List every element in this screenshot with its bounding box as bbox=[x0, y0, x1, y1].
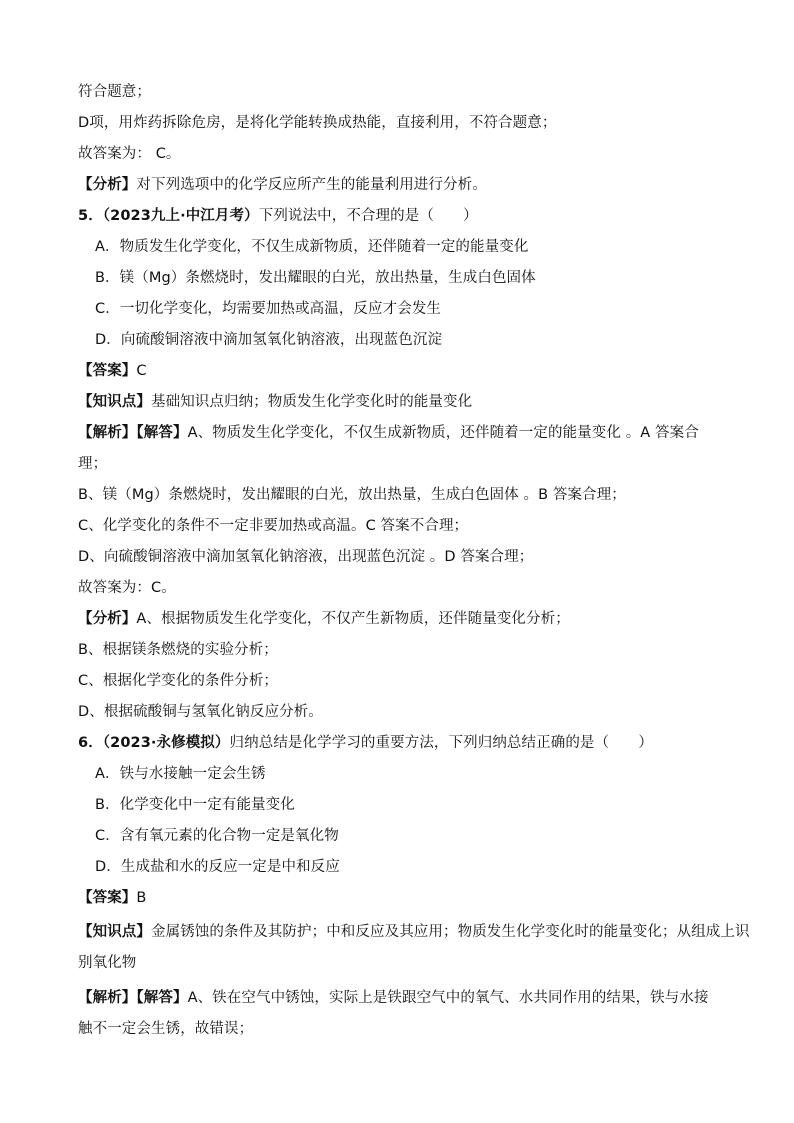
text-line: 别氧化物 bbox=[78, 955, 137, 971]
question-5-option-b: B．镁（Mg）条燃烧时，发出耀眼的白光，放出热量，生成白色固体 bbox=[95, 270, 536, 286]
text-line: C、根据化学变化的条件分析； bbox=[78, 673, 279, 689]
question-6-option-c: C．含有氧元素的化合物一定是氧化物 bbox=[95, 828, 339, 844]
solution-line: 【解析】【解答】A、物质发生化学变化，不仅生成新物质，还伴随着一定的能量变化 。A 答案合 bbox=[78, 425, 699, 441]
text-line: 触不一定会生锈，故错误； bbox=[78, 1021, 254, 1037]
answer-line: 【答案】C bbox=[78, 363, 147, 379]
text-line: D、向硫酸铜溶液中滴加氢氧化钠溶液，出现蓝色沉淀 。D 答案合理； bbox=[78, 549, 534, 565]
question-5-option-c: C．一切化学变化，均需要加热或高温，反应才会发生 bbox=[95, 301, 442, 317]
question-6-option-b: B．化学变化中一定有能量变化 bbox=[95, 797, 295, 813]
text-line: B、镁（Mg）条燃烧时，发出耀眼的白光，放出热量，生成白色固体 。B 答案合理； bbox=[78, 487, 626, 503]
question-6-option-d: D．生成盐和水的反应一定是中和反应 bbox=[95, 859, 340, 875]
solution-line: 【解析】【解答】A、铁在空气中锈蚀，实际上是铁跟空气中的氧气、水共同作用的结果，铁与水接 bbox=[78, 990, 709, 1006]
text-line: 故答案为：C。 bbox=[78, 580, 176, 596]
question-5-option-a: A．物质发生化学变化，不仅生成新物质，还伴随着一定的能量变化 bbox=[95, 239, 529, 255]
text-line: C、化学变化的条件不一定非要加热或高温。C 答案不合理； bbox=[78, 518, 469, 534]
text-line: 故答案为： C。 bbox=[78, 146, 181, 162]
answer-line: 【答案】B bbox=[78, 890, 147, 906]
knowledge-line: 【知识点】金属锈蚀的条件及其防护；中和反应及其应用；物质发生化学变化时的能量变化；从组成上识 bbox=[78, 924, 750, 940]
text-line: 理； bbox=[78, 456, 108, 472]
analysis-line: 【分析】对下列选项中的化学反应所产生的能量利用进行分析。 bbox=[78, 177, 487, 193]
analysis-line: 【分析】A、根据物质发生化学变化，不仅产生新物质，还伴随量变化分析； bbox=[78, 611, 570, 627]
text-line: D、根据硫酸铜与氢氧化钠反应分析。 bbox=[78, 704, 323, 720]
question-6-stem: 6．（2023·永修模拟）归纳总结是化学学习的重要方法，下列归纳总结正确的是（ ） bbox=[78, 735, 653, 751]
text-line: 符合题意； bbox=[78, 84, 151, 100]
knowledge-line: 【知识点】基础知识点归纳；物质发生化学变化时的能量变化 bbox=[78, 394, 473, 410]
text-line: D项，用炸药拆除危房，是将化学能转换成热能，直接利用，不符合题意； bbox=[78, 115, 557, 131]
question-5-stem: 5．（2023九上·中江月考）下列说法中，不合理的是（ ） bbox=[78, 208, 478, 224]
question-6-option-a: A．铁与水接触一定会生锈 bbox=[95, 766, 266, 782]
text-line: B、根据镁条燃烧的实验分析； bbox=[78, 642, 278, 658]
question-5-option-d: D．向硫酸铜溶液中滴加氢氧化钠溶液，出现蓝色沉淀 bbox=[95, 332, 443, 348]
